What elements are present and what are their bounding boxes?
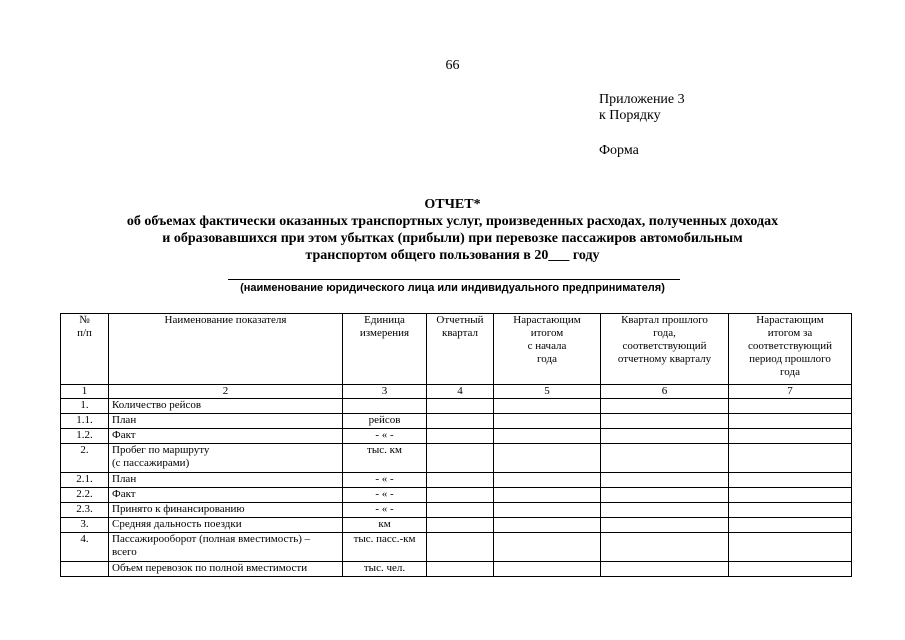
- value-cell: [601, 414, 729, 429]
- value-cell: [601, 562, 729, 577]
- value-cell: [494, 533, 601, 562]
- value-cell: [601, 429, 729, 444]
- value-cell: [494, 444, 601, 473]
- value-cell: [729, 473, 852, 488]
- value-cell: [601, 399, 729, 414]
- value-cell: [729, 414, 852, 429]
- title-line-3: и образовавшихся при этом убытках (прибыли) при перевозке пассажиров автомобильным: [162, 231, 743, 246]
- value-cell: [427, 533, 494, 562]
- value-cell: [601, 518, 729, 533]
- title-line-2: об объемах фактически оказанных транспортных услуг, произведенных расходах, полученных доходах: [126, 214, 779, 229]
- indicator-name: Принято к финансированию: [109, 503, 343, 518]
- indicator-name: План: [109, 414, 343, 429]
- value-cell: [427, 473, 494, 488]
- unit-of-measure: тыс. км: [343, 444, 427, 473]
- value-cell: [494, 562, 601, 577]
- column-number: 3: [343, 385, 427, 399]
- value-cell: [729, 488, 852, 503]
- unit-of-measure: тыс. чел.: [343, 562, 427, 577]
- unit-of-measure: тыс. пасс.-км: [343, 533, 427, 562]
- table-row: [61, 399, 852, 414]
- value-cell: [601, 488, 729, 503]
- value-cell: [494, 429, 601, 444]
- column-header: Единица измерения: [343, 314, 427, 385]
- value-cell: [729, 429, 852, 444]
- form-label: Форма: [599, 143, 639, 158]
- title-line-4: транспортом общего пользования в 20___ году: [305, 248, 600, 263]
- column-header: Нарастающим итогом с начала года: [494, 314, 601, 385]
- value-cell: [427, 399, 494, 414]
- table-row: [61, 518, 852, 533]
- column-number: 7: [729, 385, 852, 399]
- value-cell: [427, 429, 494, 444]
- column-number: 1: [61, 385, 109, 399]
- indicator-name: План: [109, 473, 343, 488]
- value-cell: [494, 518, 601, 533]
- table-header-row: [61, 314, 852, 385]
- value-cell: [601, 503, 729, 518]
- value-cell: [729, 399, 852, 414]
- row-number: [61, 562, 109, 577]
- value-cell: [494, 488, 601, 503]
- value-cell: [494, 414, 601, 429]
- value-cell: [729, 533, 852, 562]
- appendix-line-1: Приложение 3: [599, 92, 685, 107]
- page-number: 66: [445, 58, 460, 73]
- value-cell: [729, 518, 852, 533]
- row-number: 3.: [61, 518, 109, 533]
- value-cell: [494, 399, 601, 414]
- column-number: 5: [494, 385, 601, 399]
- value-cell: [427, 488, 494, 503]
- table-row: [61, 503, 852, 518]
- title-line-1: ОТЧЕТ*: [424, 197, 481, 212]
- column-number-row: [61, 385, 852, 399]
- unit-of-measure: рейсов: [343, 414, 427, 429]
- value-cell: [601, 444, 729, 473]
- unit-of-measure: - « -: [343, 503, 427, 518]
- unit-of-measure: - « -: [343, 488, 427, 503]
- column-header: Квартал прошлого года, соответствующий отчетному кварталу: [601, 314, 729, 385]
- table-row: [61, 444, 852, 473]
- table-row: [61, 414, 852, 429]
- value-cell: [729, 503, 852, 518]
- appendix-reference: [599, 92, 685, 124]
- table-row: [61, 488, 852, 503]
- column-number: 4: [427, 385, 494, 399]
- table-row: [61, 533, 852, 562]
- organization-name-line: [228, 279, 680, 280]
- table-row: [61, 562, 852, 577]
- report-title: [60, 196, 845, 264]
- organization-caption: (наименование юридического лица или индивидуального предпринимателя): [240, 282, 665, 294]
- column-header: Нарастающим итогом за соответствующий период прошлого года: [729, 314, 852, 385]
- value-cell: [427, 414, 494, 429]
- indicator-name: Пассажирооборот (полная вместимость) – всего: [109, 533, 343, 562]
- appendix-line-2: к Порядку: [599, 108, 661, 123]
- column-number: 6: [601, 385, 729, 399]
- value-cell: [494, 503, 601, 518]
- value-cell: [427, 562, 494, 577]
- table-row: [61, 429, 852, 444]
- row-number: 2.3.: [61, 503, 109, 518]
- row-number: 1.1.: [61, 414, 109, 429]
- row-number: 4.: [61, 533, 109, 562]
- row-number: 1.: [61, 399, 109, 414]
- value-cell: [427, 518, 494, 533]
- row-number: 2.2.: [61, 488, 109, 503]
- table-row: [61, 473, 852, 488]
- indicator-name: Средняя дальность поездки: [109, 518, 343, 533]
- indicator-name: Количество рейсов: [109, 399, 343, 414]
- row-number: 2.1.: [61, 473, 109, 488]
- indicator-name: Факт: [109, 488, 343, 503]
- value-cell: [427, 444, 494, 473]
- value-cell: [601, 473, 729, 488]
- column-number: 2: [109, 385, 343, 399]
- indicator-name: Пробег по маршруту (с пассажирами): [109, 444, 343, 473]
- column-header: № п/п: [61, 314, 109, 385]
- row-number: 2.: [61, 444, 109, 473]
- unit-of-measure: [343, 399, 427, 414]
- indicator-name: Факт: [109, 429, 343, 444]
- unit-of-measure: - « -: [343, 429, 427, 444]
- report-table: [60, 313, 852, 577]
- value-cell: [601, 533, 729, 562]
- column-header: Наименование показателя: [109, 314, 343, 385]
- value-cell: [729, 562, 852, 577]
- row-number: 1.2.: [61, 429, 109, 444]
- value-cell: [729, 444, 852, 473]
- indicator-name: Объем перевозок по полной вместимости: [109, 562, 343, 577]
- column-header: Отчетный квартал: [427, 314, 494, 385]
- unit-of-measure: - « -: [343, 473, 427, 488]
- unit-of-measure: км: [343, 518, 427, 533]
- value-cell: [494, 473, 601, 488]
- value-cell: [427, 503, 494, 518]
